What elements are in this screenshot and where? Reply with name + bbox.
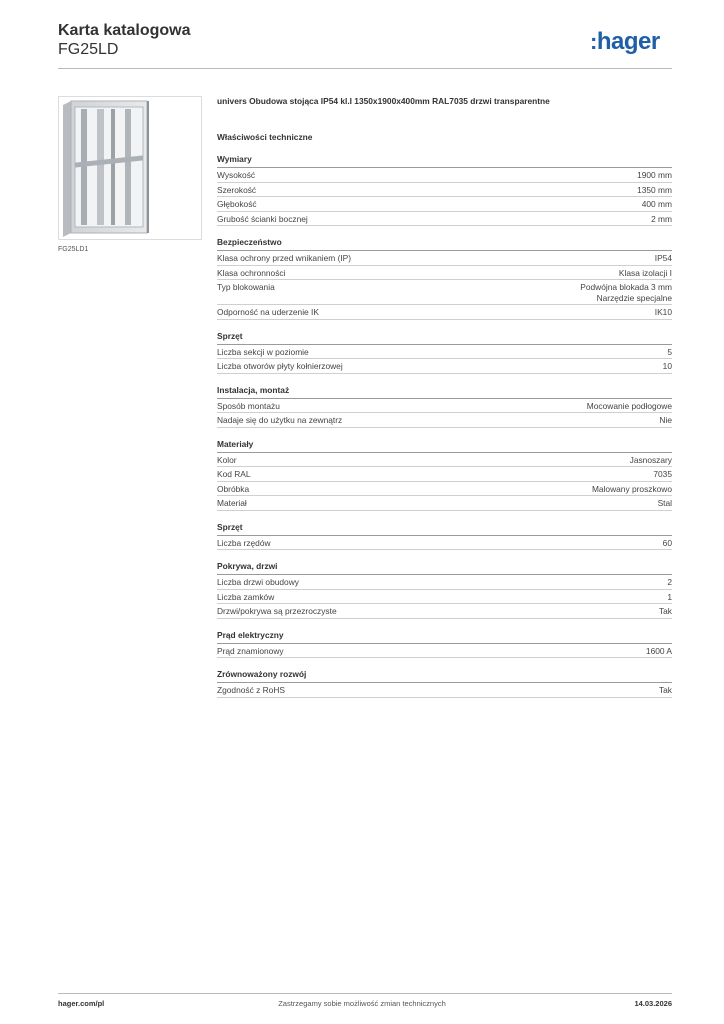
logo-text: hager xyxy=(596,28,660,55)
spec-value xyxy=(659,685,672,696)
spec-value-line: Tak xyxy=(658,685,672,695)
hager-logo[interactable] xyxy=(590,28,660,56)
spec-groups xyxy=(217,154,672,698)
spec-value xyxy=(630,455,672,466)
spec-value-line: 5 xyxy=(667,346,672,357)
spec-label: Szerokość xyxy=(217,184,257,195)
spec-label: Klasa ochrony przed wnikaniem (IP) xyxy=(217,253,352,263)
spec-row xyxy=(217,575,672,590)
spec-value-line: 1900 mm xyxy=(637,170,672,180)
spec-row xyxy=(217,345,672,360)
spec-value xyxy=(646,646,672,657)
spec-value-line: 60 xyxy=(662,537,672,548)
spec-row xyxy=(217,183,672,198)
spec-value-line: 2 mm xyxy=(651,213,672,224)
spec-row xyxy=(217,453,672,468)
footer-disclaimer: Zastrzegamy sobie możliwość zmian technicznych xyxy=(278,999,446,1008)
spec-value xyxy=(637,170,672,181)
product-code: FG25LD xyxy=(58,41,119,58)
spec-label: Wysokość xyxy=(217,170,256,180)
spec-value-line: Jasnoszary xyxy=(629,454,672,465)
spec-row xyxy=(217,399,672,414)
footer-website-link[interactable]: hager.com/pl xyxy=(58,999,105,1008)
spec-row xyxy=(217,305,672,320)
spec-value xyxy=(592,484,672,495)
spec-value xyxy=(655,253,672,264)
spec-row xyxy=(217,413,672,428)
spec-value-line: 400 mm xyxy=(641,199,672,209)
image-caption: FG25LD1 xyxy=(58,246,89,253)
spec-value-line: Podwójna blokada 3 mm xyxy=(580,282,672,292)
spec-label: Drzwi/pokrywa są przezroczyste xyxy=(217,606,337,616)
spec-value-line: Nie xyxy=(659,415,672,425)
spec-group xyxy=(217,522,672,551)
spec-row xyxy=(217,496,672,511)
spec-label: Obróbka xyxy=(217,483,250,494)
spec-value-line: 2 xyxy=(667,577,672,587)
spec-group-title: Pokrywa, drzwi xyxy=(217,561,672,575)
spec-label: Liczba sekcji w poziomie xyxy=(217,346,309,357)
footer-divider xyxy=(58,993,672,994)
spec-group xyxy=(217,331,672,374)
spec-value xyxy=(667,577,672,588)
spec-group-title: Prąd elektryczny xyxy=(217,630,672,644)
spec-row xyxy=(217,604,672,619)
spec-row xyxy=(217,280,672,305)
spec-value xyxy=(663,538,672,549)
spec-group xyxy=(217,237,672,320)
spec-label: Liczba drzwi obudowy xyxy=(217,577,299,587)
spec-label: Materiał xyxy=(217,498,247,508)
spec-row xyxy=(217,359,672,374)
spec-row xyxy=(217,590,672,605)
spec-row xyxy=(217,683,672,698)
spec-value xyxy=(659,415,672,426)
spec-group xyxy=(217,154,672,226)
spec-label: Głębokość xyxy=(217,199,257,209)
spec-row xyxy=(217,251,672,266)
spec-value xyxy=(658,498,672,509)
spec-value-line: 7035 xyxy=(653,469,672,479)
spec-label: Nadaje się do użytku na zewnątrz xyxy=(217,415,343,425)
spec-label: Prąd znamionowy xyxy=(217,645,284,656)
spec-group xyxy=(217,561,672,619)
spec-row xyxy=(217,197,672,212)
spec-value-line: 1600 A xyxy=(645,645,672,656)
spec-row xyxy=(217,168,672,183)
logo-dots-icon: : xyxy=(590,29,597,54)
spec-value xyxy=(663,361,672,372)
spec-label: Sposób montażu xyxy=(217,400,280,411)
header-divider xyxy=(58,68,672,69)
spec-group xyxy=(217,385,672,428)
spec-content xyxy=(217,96,672,709)
spec-value-line: 10 xyxy=(662,361,672,371)
spec-group-title: Bezpieczeństwo xyxy=(217,237,672,251)
product-image xyxy=(58,96,202,240)
spec-value-line: Narzędzie specjalne xyxy=(596,292,672,303)
spec-row xyxy=(217,266,672,281)
spec-value-line: Tak xyxy=(658,606,672,616)
spec-value-line: 1350 mm xyxy=(637,184,672,195)
spec-row xyxy=(217,212,672,227)
page-title: Karta katalogowa xyxy=(58,22,191,39)
spec-label: Odporność na uderzenie IK xyxy=(217,307,319,317)
spec-value xyxy=(619,268,672,279)
spec-group xyxy=(217,669,672,698)
spec-label: Kod RAL xyxy=(217,469,251,479)
footer-date: 14.03.2026 xyxy=(634,999,672,1008)
section-heading: Właściwości techniczne xyxy=(217,132,313,142)
spec-label: Klasa ochronności xyxy=(217,267,286,278)
spec-value-line: IK10 xyxy=(654,307,672,317)
spec-group xyxy=(217,630,672,659)
spec-value xyxy=(653,469,672,480)
spec-value-line: 1 xyxy=(667,591,672,602)
spec-value xyxy=(655,307,672,318)
spec-value-line: Mocowanie podłogowe xyxy=(586,400,672,411)
spec-label: Typ blokowania xyxy=(217,282,275,292)
product-title: univers Obudowa stojąca IP54 kl.I 1350x1900x400mm RAL7035 drzwi transparentne xyxy=(217,96,550,106)
spec-label: Zgodność z RoHS xyxy=(217,685,285,695)
spec-group-title: Sprzęt xyxy=(217,522,672,536)
enclosure-image-icon xyxy=(59,97,201,239)
spec-label: Liczba zamków xyxy=(217,591,275,602)
spec-value xyxy=(580,282,672,303)
spec-value xyxy=(667,592,672,603)
spec-value xyxy=(651,214,672,225)
spec-group-title: Zrównoważony rozwój xyxy=(217,669,672,683)
spec-group-title: Sprzęt xyxy=(217,331,672,345)
spec-value-line: Malowany proszkowo xyxy=(591,483,672,494)
spec-group-title: Wymiary xyxy=(217,154,672,168)
spec-value xyxy=(659,606,672,617)
spec-value xyxy=(637,185,672,196)
spec-value xyxy=(587,401,672,412)
spec-value-line: Klasa izolacji I xyxy=(618,267,672,278)
spec-row xyxy=(217,644,672,659)
spec-label: Liczba otworów płyty kołnierzowej xyxy=(217,361,343,371)
spec-row xyxy=(217,467,672,482)
spec-value xyxy=(667,347,672,358)
spec-value-line: Stal xyxy=(657,498,672,508)
spec-group xyxy=(217,439,672,511)
spec-label: Liczba rzędów xyxy=(217,537,271,548)
spec-label: Grubość ścianki bocznej xyxy=(217,213,308,224)
spec-row xyxy=(217,536,672,551)
spec-value-line: IP54 xyxy=(654,253,672,263)
spec-label: Kolor xyxy=(217,454,237,465)
spec-group-title: Materiały xyxy=(217,439,672,453)
spec-value xyxy=(642,199,672,210)
spec-group-title: Instalacja, montaż xyxy=(217,385,672,399)
spec-row xyxy=(217,482,672,497)
